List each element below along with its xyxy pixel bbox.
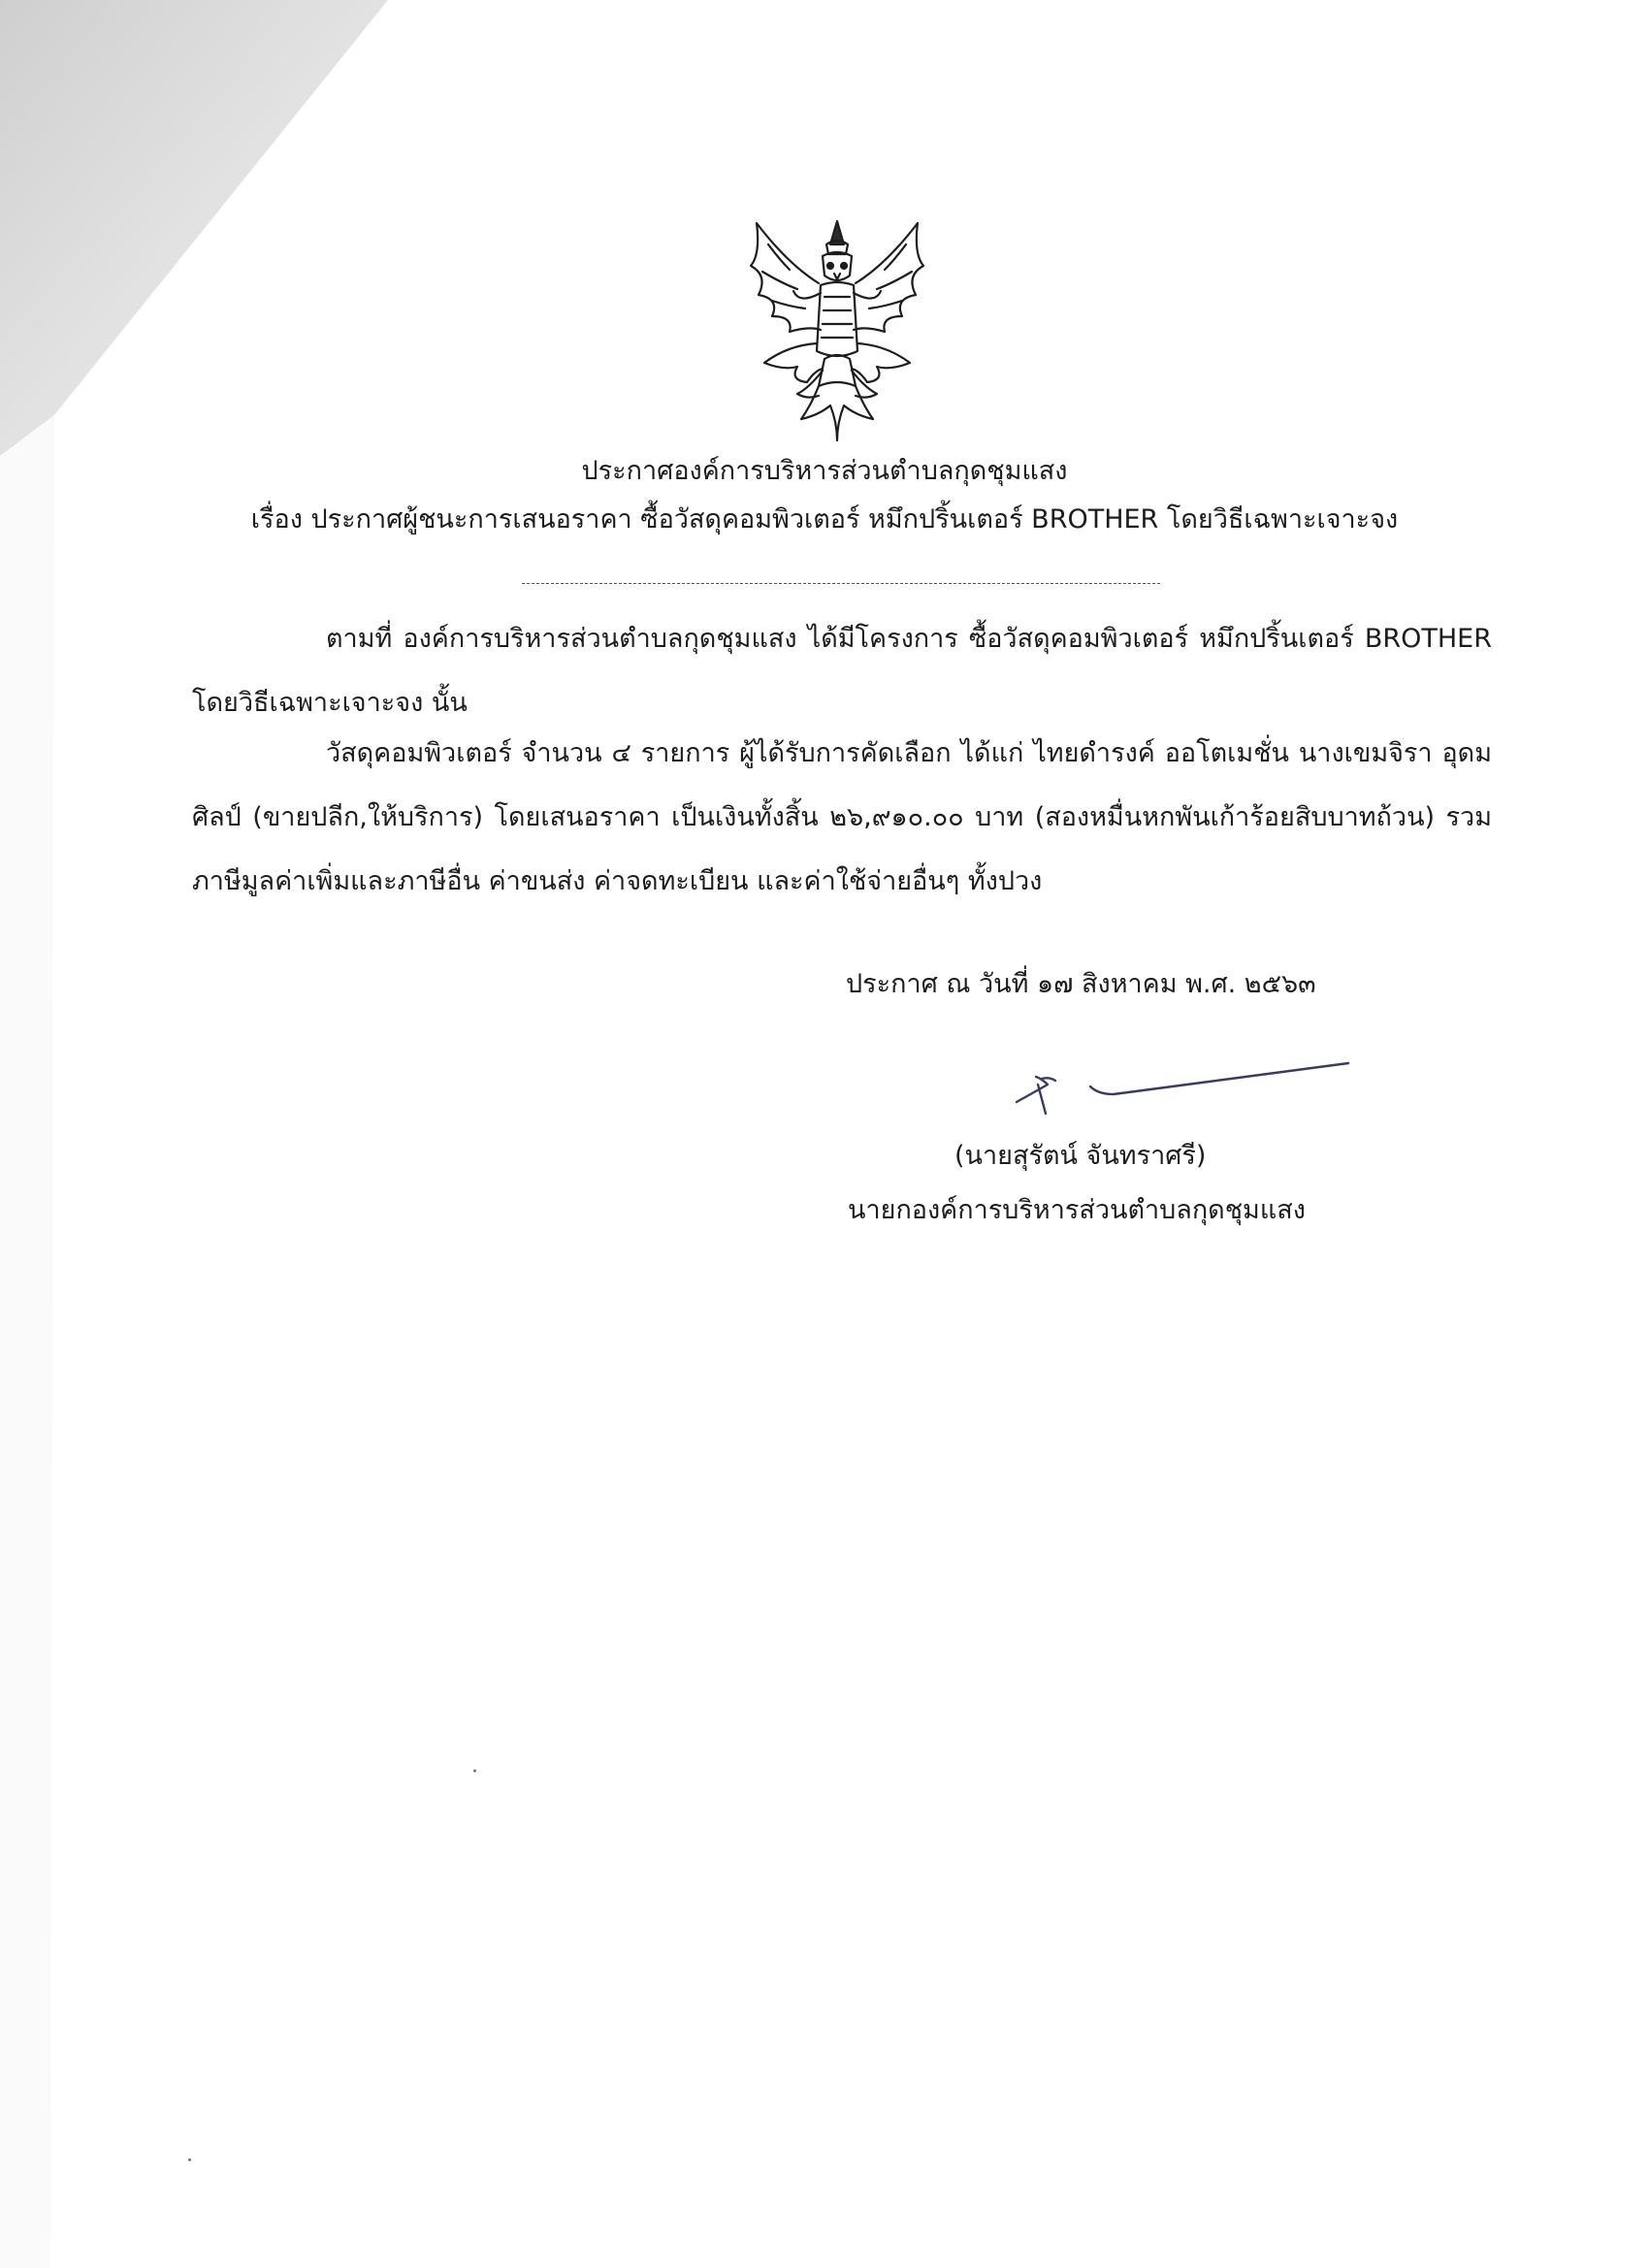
body-paragraph-2: วัสดุคอมพิวเตอร์ จำนวน ๔ รายการ ผู้ได้รับการคัดเลือก ได้แก่ ไทยดำรงค์ ออโตเมชั่น นางเขมจิรา อุดมศิลป์ (ขายปลีก,ให้บริการ) โดยเสนอราคา เป็นเงินทั้งสิ้น ๒๖,๙๑๐.๐๐ บาท (สองหมื่นหกพันเก้าร้อยสิบบาทถ้วน) รวมภาษีมูลค่าเพิ่มและภาษีอื่น ค่าขนส่ง ค่าจดทะเบียน และค่าใช้จ่ายอื่นๆ ทั้งปวง [192,738,1492,896]
handwritten-signature-icon [1007,1055,1356,1123]
garuda-emblem-icon [729,215,945,448]
signer-name: (นายสุรัตน์ จันทราศรี) [954,1141,1207,1171]
announcement-subject: เรื่อง ประกาศผู้ชนะการเสนอราคา ซื้อวัสดุคอมพิวเตอร์ หมึกปริ้นเตอร์ BROTHER โดยวิธีเฉพาะเจาะจง [250,504,1399,535]
announcement-title: ประกาศองค์การบริหารส่วนตำบลกุดชุมแสง [581,456,1068,486]
announcement-date: ประกาศ ณ วันที่ ๑๗ สิงหาคม พ.ศ. ๒๕๖๓ [846,969,1316,999]
scan-speck [188,2158,191,2161]
signer-position: นายกองค์การบริหารส่วนตำบลกุดชุมแสง [848,1195,1306,1225]
body-paragraph-1: ตามที่ องค์การบริหารส่วนตำบลกุดชุมแสง ได้มีโครงการ ซื้อวัสดุคอมพิวเตอร์ หมึกปริ้นเตอร์ BROTHER โดยวิธีเฉพาะเจาะจง นั้น [192,624,1492,718]
scan-speck [473,1769,476,1772]
title-divider [522,583,1160,584]
